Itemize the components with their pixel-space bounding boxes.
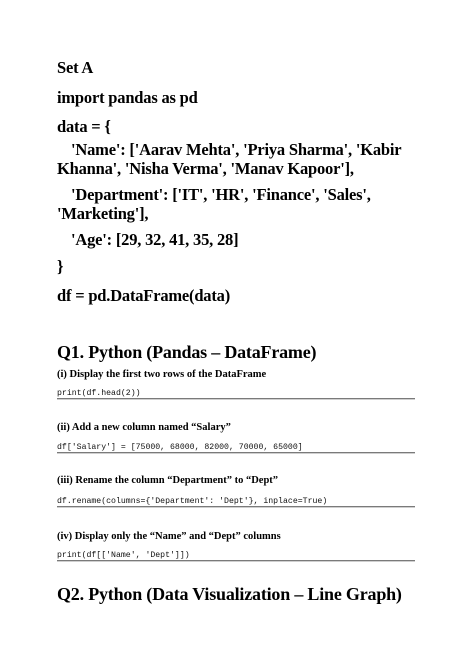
q1-part-label: (i) Display the first two rows of the DataFrame xyxy=(57,369,267,380)
q1-part-answer: df.rename(columns={'Department': 'Dept'}, inplace=True) xyxy=(57,497,328,506)
q1-part-label: (ii) Add a new column named “Salary” xyxy=(57,422,231,433)
code-data-close: } xyxy=(57,257,64,276)
q1-heading: Q1. Python (Pandas – DataFrame) xyxy=(57,342,317,362)
code-age-line: 'Age': [29, 32, 41, 35, 28] xyxy=(71,230,239,249)
q1-part-label: (iv) Display only the “Name” and “Dept” columns xyxy=(57,531,281,542)
q1-part-answer: df['Salary'] = [75000, 68000, 82000, 70000, 65000] xyxy=(57,443,303,452)
code-data-open: data = { xyxy=(57,117,111,136)
code-import-line: import pandas as pd xyxy=(57,88,198,107)
answer-divider xyxy=(57,452,415,454)
code-dept-line-1: 'Department': ['IT', 'HR', 'Finance', 'Sales', xyxy=(71,185,371,204)
q1-part-answer: print(df[['Name', 'Dept']]) xyxy=(57,551,190,560)
answer-divider xyxy=(57,560,415,562)
code-df-line: df = pd.DataFrame(data) xyxy=(57,286,230,305)
q1-part-answer: print(df.head(2)) xyxy=(57,389,141,398)
code-dept-line-2: 'Marketing'], xyxy=(57,204,149,223)
code-name-line-1: 'Name': ['Aarav Mehta', 'Priya Sharma', 'Kabir xyxy=(71,140,402,159)
code-name-line-2: Khanna', 'Nisha Verma', 'Manav Kapoor'], xyxy=(57,159,354,178)
q1-part-label: (iii) Rename the column “Department” to “Dept” xyxy=(57,475,279,486)
set-title: Set A xyxy=(57,58,94,77)
answer-divider xyxy=(57,506,415,508)
answer-divider xyxy=(57,398,415,400)
q2-heading: Q2. Python (Data Visualization – Line Graph) xyxy=(57,584,402,604)
